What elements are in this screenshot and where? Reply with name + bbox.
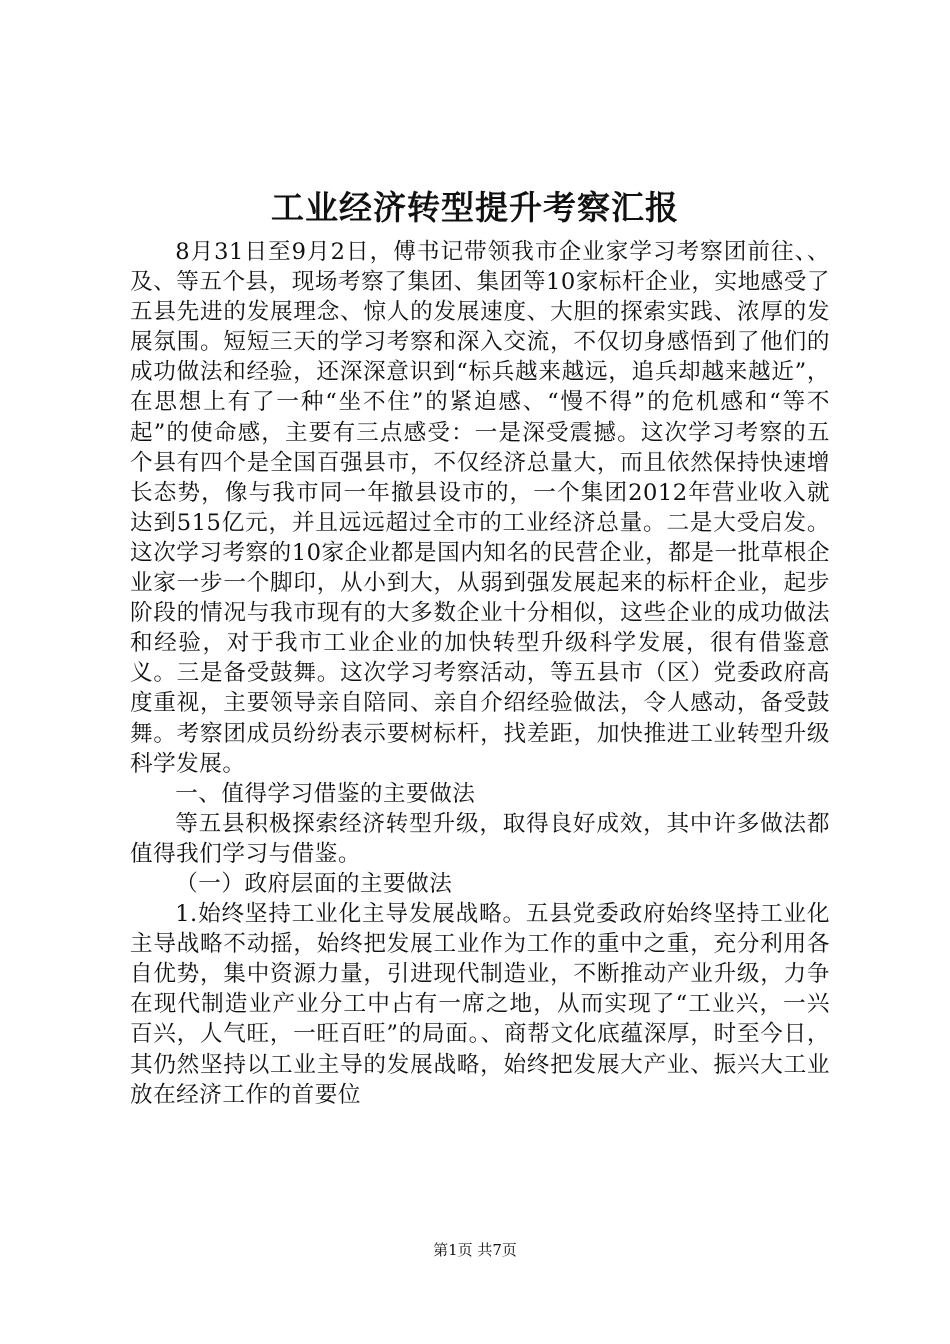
paragraph-item-1: 1.始终坚持工业化主导发展战略。五县党委政府始终坚持工业化主导战略不动摇，始终把发展工业作为工作的重中之重，充分利用各自优势，集中资源力量，引进现代制造业，不断推动产业升级，力争在现代制造业产业分工中占有一席之地，从而实现了“工业兴，一兴百兴，人气旺，一旺百旺”的局面。、商帮文化底蕴深厚，时至今日，其仍然坚持以工业主导的发展战略，始终把发展大产业、振兴大工业放在经济工作的首要位 — [130, 901, 830, 1108]
section-heading-1: 一、值得学习借鉴的主要做法 — [175, 780, 476, 807]
paragraph-intro: 8月31日至9月2日，傅书记带领我市企业家学习考察团前往、、及、等五个县，现场考察了集团、集团等10家标杆企业，实地感受了五县先进的发展理念、惊人的发展速度、大胆的探索实践、浓厚的发展氛围。短短三天的学习考察和深入交流，不仅切身感悟到了他们的成功做法和经验，还深深意识到“标兵越来越远，追兵却越来越近”，在思想上有了一种“坐不住”的紧迫感、“慢不得”的危机感和“等不起”的使命感，主要有三点感受：一是深受震撼。这次学习考察的五个县有四个是全国百强县市，不仅经济总量大，而且依然保持快速增长态势，像与我市同一年撤县设市的，一个集团2012年营业收入就达到515亿元，并且远远超过全市的工业经济总量。二是大受启发。这次学习考察的10家企业都是国内知名的民营企业，都是一批草根企业家一步一个脚印，从小到大，从弱到强发展起来的标杆企业，起步阶段的情况与我市现有的大多数企业十分相似，这些企业的成功做法和经验，对于我市工业企业的加快转型升级科学发展，很有借鉴意义。三是备受鼓舞。这次学习考察活动，等五县市（区）党委政府高度重视，主要领导亲自陪同、亲自介绍经验做法，令人感动，备受鼓舞。考察团成员纷纷表示要树标杆，找差距，加快推进工业转型升级科学发展。 — [130, 239, 830, 777]
page-footer: 第1页 共7页 — [433, 1241, 517, 1259]
subsection-heading-1: （一）政府层面的主要做法 — [175, 870, 453, 897]
document-title: 工业经济转型提升考察汇报 — [271, 188, 679, 227]
paragraph-section-1-intro: 等五县积极探索经济转型升级，取得良好成效，其中许多做法都值得我们学习与借鉴。 — [130, 810, 830, 867]
document-body — [130, 237, 830, 1110]
